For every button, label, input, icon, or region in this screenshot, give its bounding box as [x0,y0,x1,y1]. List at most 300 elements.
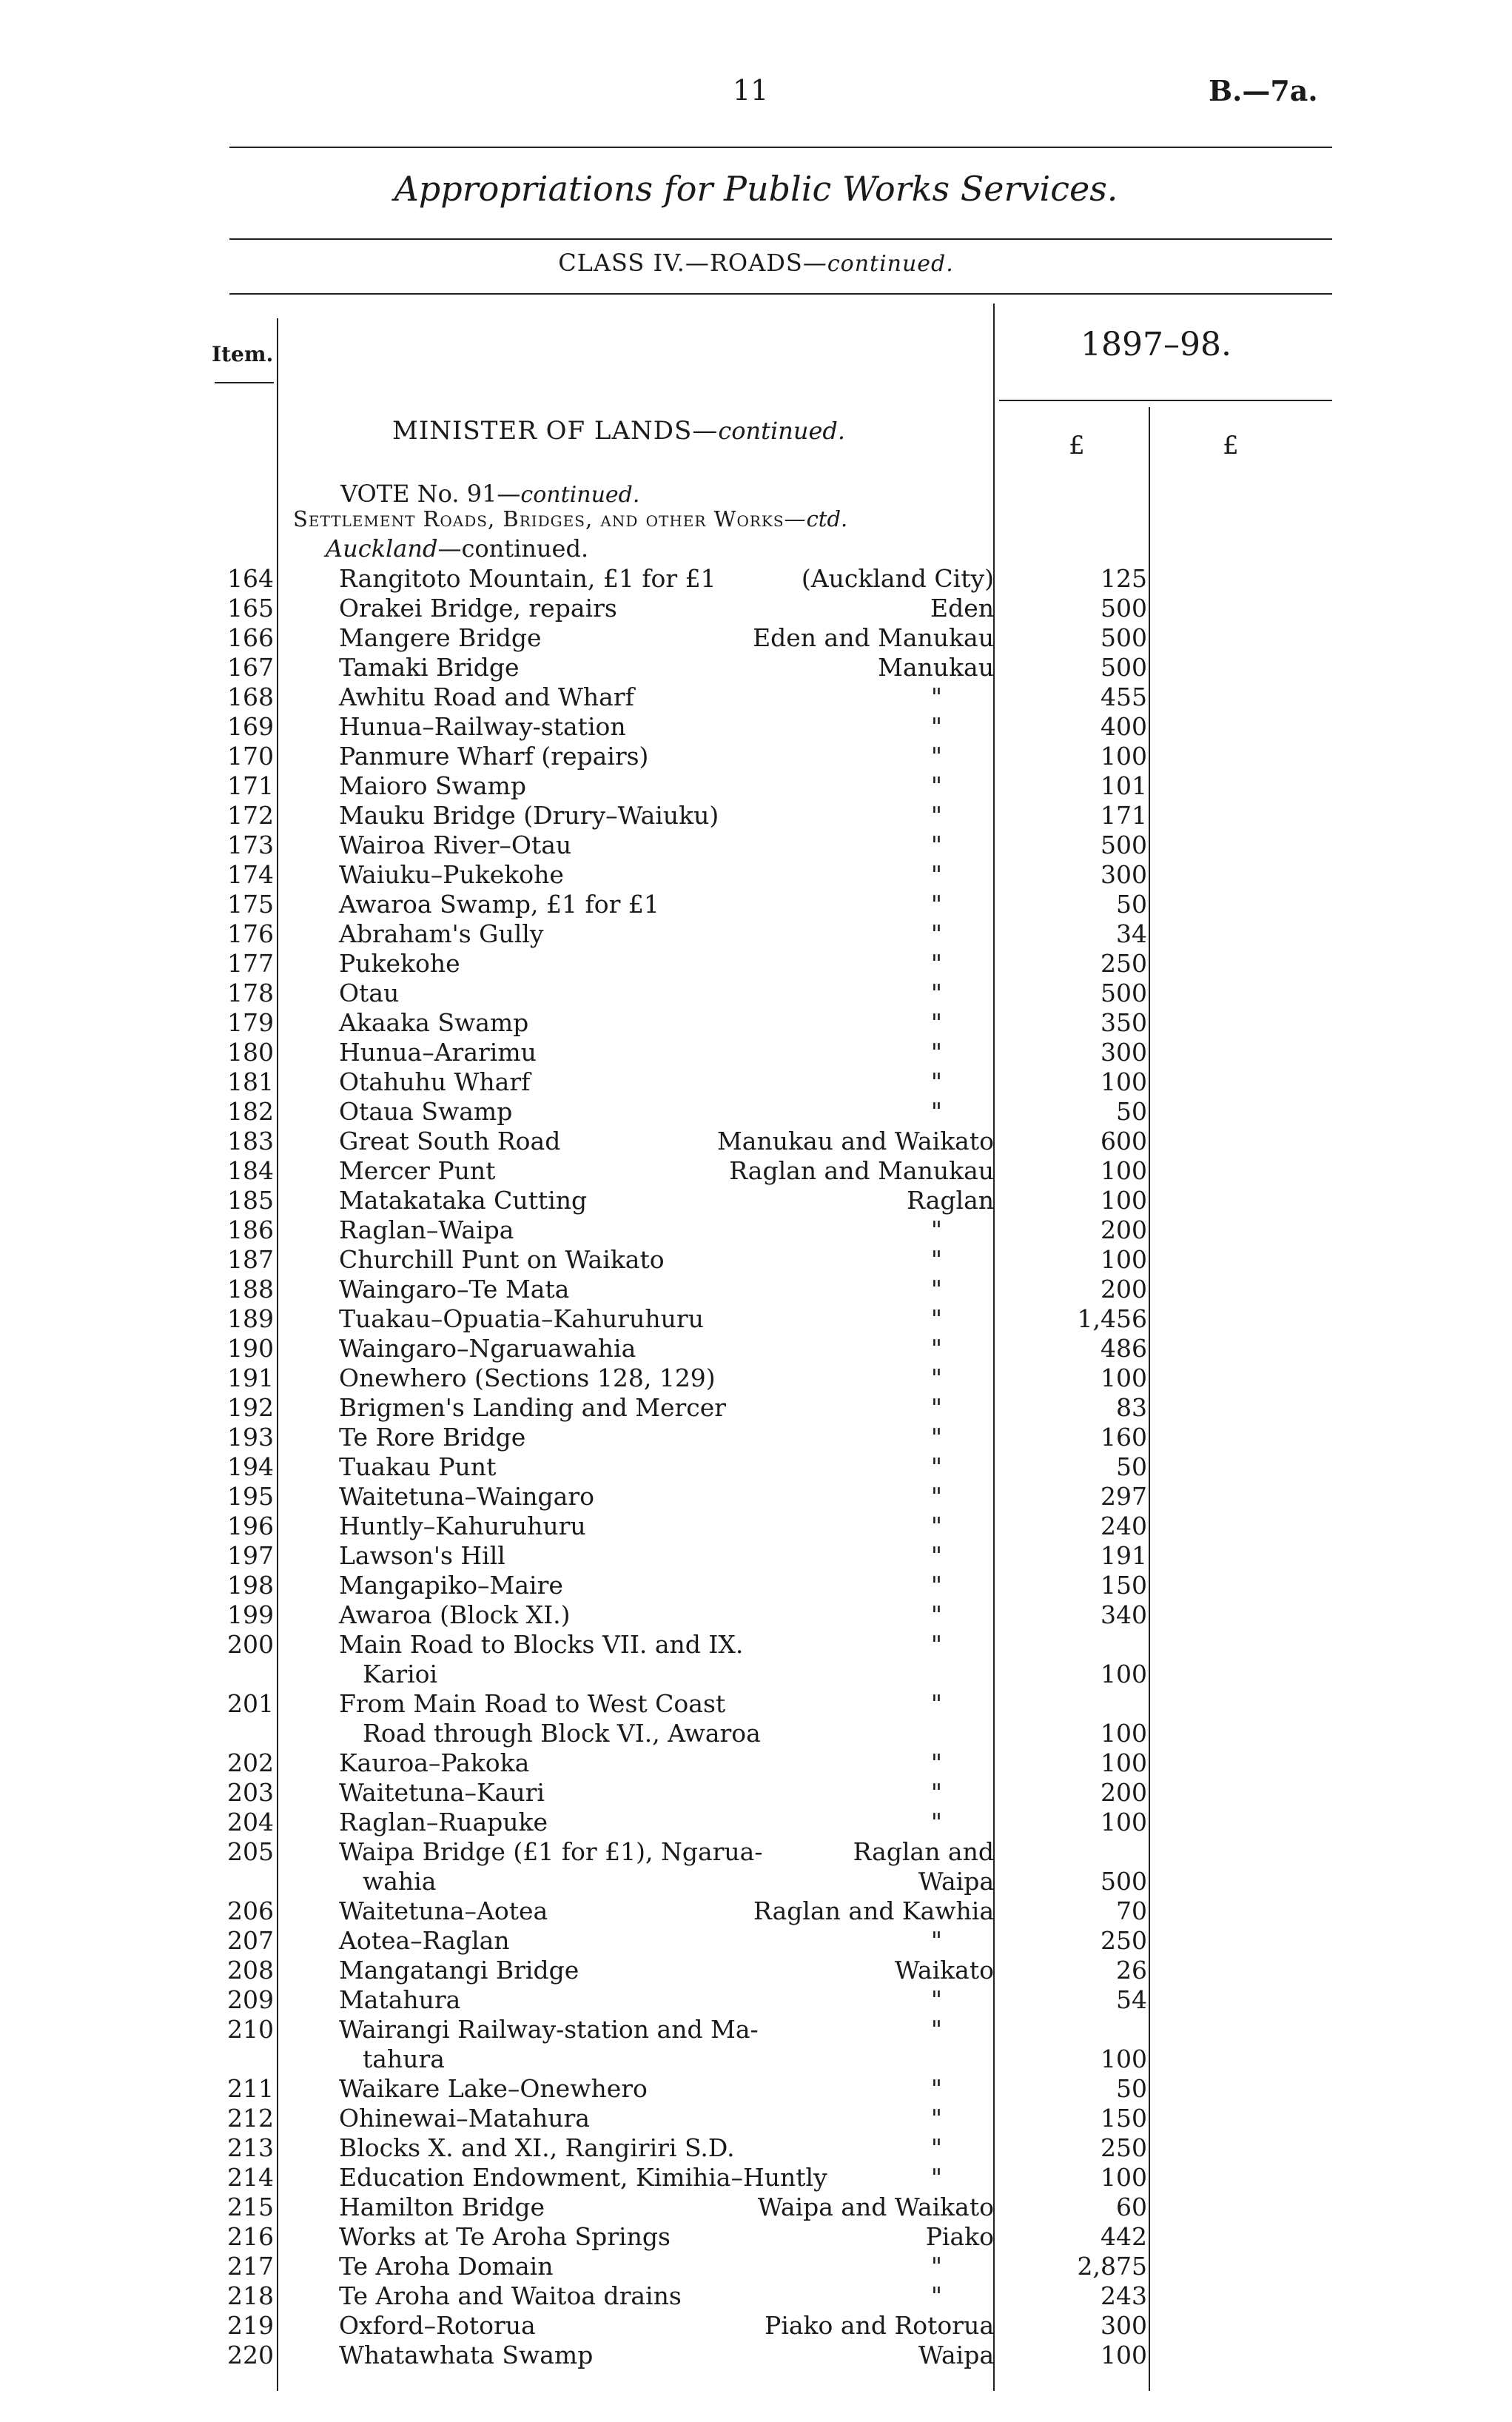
vote-heading-main: VOTE No. 91— [340,480,521,508]
electorate: " [930,2015,942,2044]
work-name: Churchill Punt on Waikato [339,1245,665,1274]
electorate: Raglan and [853,1837,994,1866]
work-name: Hunua–Ararimu [339,1038,537,1067]
item-number: 169 [227,712,274,741]
electorate: " [930,1808,942,1836]
amount: 500 [1101,653,1147,682]
item-number: 175 [227,890,274,919]
work-name: Abraham's Gully [339,919,544,948]
work-name: Otahuhu Wharf [339,1067,531,1096]
work-name: Oxford–Rotorua [339,2311,536,2340]
table-row [0,682,1512,712]
work-name-continued: wahia [363,1867,437,1896]
item-number: 172 [227,801,274,830]
amount: 50 [1116,2074,1147,2103]
work-name-continued: Karioi [363,1660,438,1688]
item-number: 204 [227,1808,274,1836]
table-row [0,594,1512,623]
work-name: Tuakau–Opuatia–Kahuruhuru [339,1304,704,1333]
amount: 50 [1116,1097,1147,1126]
item-number: 213 [227,2133,274,2162]
item-number: 193 [227,1423,274,1452]
electorate: " [930,919,942,948]
item-number: 171 [227,771,274,800]
table-row [0,1097,1512,1127]
amount: 300 [1101,2311,1147,2340]
item-number: 218 [227,2281,274,2310]
item-number: 199 [227,1600,274,1629]
minister-heading-main: MINISTER OF LANDS— [392,416,719,446]
minister-heading-continued: continued. [718,417,846,445]
item-number: 202 [227,1748,274,1777]
work-name: Mauku Bridge (Drury–Waiuku) [339,801,719,830]
amount: 100 [1101,1660,1147,1688]
amount: 150 [1101,2104,1147,2133]
item-number: 207 [227,1926,274,1955]
electorate: Raglan and Kawhia [753,1896,994,1925]
work-name: Otau [339,979,400,1007]
table-row [0,860,1512,890]
electorate: Piako [925,2222,994,2251]
item-number: 179 [227,1008,274,1037]
table-row [0,1837,1512,1896]
table-row [0,1956,1512,1985]
table-row [0,2015,1512,2074]
item-number: 205 [227,1837,274,1866]
table-row [0,1423,1512,1452]
item-number: 214 [227,2163,274,2192]
work-name: Te Aroha and Waitoa drains [339,2281,682,2310]
table-row [0,1748,1512,1778]
item-number: 165 [227,594,274,623]
work-name: Otaua Swamp [339,1097,513,1126]
amount: 442 [1101,2222,1147,2251]
work-name: Mangere Bridge [339,623,542,652]
class-heading-main: CLASS IV.—ROADS— [558,249,827,277]
item-number: 206 [227,1896,274,1925]
electorate: " [930,1926,942,1955]
table-row [0,1896,1512,1926]
item-number: 170 [227,742,274,771]
amount: 340 [1101,1600,1147,1629]
item-number: 166 [227,623,274,652]
electorate: " [930,1748,942,1777]
amount: 125 [1101,564,1147,593]
amount: 2,875 [1077,2252,1147,2281]
amount: 171 [1101,801,1147,830]
table-row [0,1275,1512,1304]
work-name: Pukekohe [339,949,460,978]
amount: 200 [1101,1778,1147,1807]
amount: 60 [1116,2193,1147,2221]
item-number: 184 [227,1156,274,1185]
electorate: " [930,1778,942,1807]
amount: 191 [1101,1541,1147,1570]
amount: 70 [1116,1896,1147,1925]
table-row [0,1127,1512,1156]
amount: 486 [1101,1334,1147,1363]
work-name: Wairangi Railway-station and Ma- [339,2015,759,2044]
electorate: Waipa [918,2341,994,2369]
item-column-header: Item. [212,342,274,366]
work-name: Waipa Bridge (£1 for £1), Ngarua- [339,1837,763,1866]
electorate: Waikato [894,1956,994,1985]
electorate: (Auckland City) [801,564,994,593]
table-row [0,2163,1512,2193]
item-number: 187 [227,1245,274,1274]
amount: 297 [1101,1482,1147,1511]
work-name-continued: tahura [363,2044,445,2073]
work-name: Waitetuna–Kauri [339,1778,545,1807]
work-name: Waitetuna–Waingaro [339,1482,594,1511]
table-row [0,1926,1512,1956]
work-name: Maioro Swamp [339,771,526,800]
table-row [0,1571,1512,1600]
amount: 100 [1101,1156,1147,1185]
amount: 243 [1101,2281,1147,2310]
table-row [0,1482,1512,1512]
table-row [0,1541,1512,1571]
settlement-heading-continued: ctd. [806,506,848,531]
work-name: Orakei Bridge, repairs [339,594,617,623]
item-number: 174 [227,860,274,889]
amount: 100 [1101,1808,1147,1836]
item-number: 183 [227,1127,274,1155]
work-name: Aotea–Raglan [339,1926,510,1955]
table-row [0,2133,1512,2163]
work-name: Blocks X. and XI., Rangiriri S.D. [339,2133,735,2162]
electorate: " [930,1038,942,1067]
work-name: Wairoa River–Otau [339,831,572,859]
amount: 250 [1101,949,1147,978]
pound-sign-2: £ [1223,431,1239,460]
electorate: " [930,771,942,800]
item-number: 177 [227,949,274,978]
work-name: Hunua–Railway-station [339,712,626,741]
amount: 100 [1101,1748,1147,1777]
item-number: 203 [227,1778,274,1807]
work-name: Raglan–Waipa [339,1215,514,1244]
work-name: Matakataka Cutting [339,1186,588,1215]
item-number: 201 [227,1689,274,1718]
amount: 500 [1101,979,1147,1007]
item-number: 194 [227,1452,274,1481]
work-name: Onewhero (Sections 128, 129) [339,1363,716,1392]
table-row [0,2193,1512,2222]
table-row [0,1215,1512,1245]
electorate: " [930,1334,942,1363]
table-row [0,2252,1512,2281]
amount: 500 [1101,623,1147,652]
amount: 34 [1116,919,1147,948]
electorate: " [930,949,942,978]
table-row [0,2222,1512,2252]
work-name: Te Rore Bridge [339,1423,526,1452]
electorate: " [930,1097,942,1126]
electorate: " [930,1008,942,1037]
work-name: Waiuku–Pukekohe [339,860,564,889]
electorate: Raglan and Manukau [729,1156,994,1185]
amount: 54 [1116,1985,1147,2014]
work-name-continued: Road through Block VI., Awaroa [363,1719,761,1748]
item-number: 173 [227,831,274,859]
vote-heading-continued: continued. [520,482,640,508]
work-name: From Main Road to West Coast [339,1689,726,1718]
amount: 500 [1101,1867,1147,1896]
amount: 1,456 [1077,1304,1147,1333]
amount: 100 [1101,742,1147,771]
amount: 100 [1101,1186,1147,1215]
amount: 101 [1101,771,1147,800]
work-name: Matahura [339,1985,461,2014]
amount: 200 [1101,1275,1147,1304]
item-number: 168 [227,682,274,711]
amount: 400 [1101,712,1147,741]
item-number: 219 [227,2311,274,2340]
item-number: 164 [227,564,274,593]
electorate: " [930,2252,942,2281]
table-row [0,1038,1512,1067]
table-row [0,742,1512,771]
item-number: 188 [227,1275,274,1304]
amount: 100 [1101,2044,1147,2073]
item-number: 191 [227,1363,274,1392]
table-row [0,1008,1512,1038]
work-name: Main Road to Blocks VII. and IX. [339,1630,744,1659]
table-row [0,771,1512,801]
table-row [0,1985,1512,2015]
electorate: " [930,742,942,771]
table-row [0,2311,1512,2341]
region-heading-name: Auckland [326,534,438,563]
work-name: Lawson's Hill [339,1541,505,1570]
settlement-heading-main: Settlement Roads, Bridges, and other Works— [293,506,807,531]
table-row [0,2281,1512,2311]
work-name: Raglan–Ruapuke [339,1808,548,1836]
table-row [0,801,1512,831]
table-row [0,1600,1512,1630]
amount: 50 [1116,1452,1147,1481]
amount: 83 [1116,1393,1147,1422]
work-name: Tuakau Punt [339,1452,497,1481]
table-row [0,1393,1512,1423]
electorate: " [930,2163,942,2192]
electorate: " [930,1215,942,1244]
electorate: Raglan [907,1186,994,1215]
table-row [0,564,1512,594]
amount: 100 [1101,1245,1147,1274]
table-row [0,1689,1512,1748]
electorate: " [930,1541,942,1570]
item-number: 192 [227,1393,274,1422]
item-number: 185 [227,1186,274,1215]
electorate: " [930,682,942,711]
item-number: 167 [227,653,274,682]
table-row [0,919,1512,949]
item-number: 217 [227,2252,274,2281]
electorate: " [930,2133,942,2162]
electorate: " [930,2074,942,2103]
table-row [0,653,1512,682]
table-row [0,2341,1512,2370]
amount: 455 [1101,682,1147,711]
electorate: Manukau and Waikato [716,1127,994,1155]
table-row [0,1452,1512,1482]
electorate: " [930,890,942,919]
table-row [0,1363,1512,1393]
work-name: Great South Road [339,1127,561,1155]
item-number: 182 [227,1097,274,1126]
work-name: Akaaka Swamp [339,1008,529,1037]
item-number: 215 [227,2193,274,2221]
electorate: Manukau [878,653,994,682]
amount: 100 [1101,1719,1147,1748]
electorate: " [930,1512,942,1540]
item-number: 178 [227,979,274,1007]
electorate: " [930,1275,942,1304]
electorate: " [930,1304,942,1333]
table-row [0,1067,1512,1097]
electorate: " [930,860,942,889]
amount: 300 [1101,1038,1147,1067]
work-name: Waikare Lake–Onewhero [339,2074,648,2103]
electorate: " [930,1245,942,1274]
amount: 100 [1101,1363,1147,1392]
work-name: Awhitu Road and Wharf [339,682,634,711]
amount: 100 [1101,2341,1147,2369]
amount: 100 [1101,1067,1147,1096]
amount: 250 [1101,2133,1147,2162]
amount: 100 [1101,2163,1147,2192]
document-reference: B.—7a. [1209,74,1318,107]
class-heading-continued: continued. [827,251,954,277]
amount: 500 [1101,594,1147,623]
table-row [0,2074,1512,2104]
table-row [0,1512,1512,1541]
electorate: " [930,1452,942,1481]
item-number: 216 [227,2222,274,2251]
work-name: Hamilton Bridge [339,2193,545,2221]
table-row [0,2104,1512,2133]
work-name: Mangatangi Bridge [339,1956,579,1985]
work-name: Panmure Wharf (repairs) [339,742,649,771]
item-number: 186 [227,1215,274,1244]
table-row [0,1156,1512,1186]
work-name: Waingaro–Ngaruawahia [339,1334,636,1363]
electorate: Eden [930,594,994,623]
amount: 50 [1116,890,1147,919]
table-row [0,1186,1512,1215]
year-header: 1897–98. [1081,326,1232,363]
item-number: 196 [227,1512,274,1540]
electorate: " [930,979,942,1007]
electorate: " [930,1985,942,2014]
table-row [0,979,1512,1008]
work-name: Ohinewai–Matahura [339,2104,590,2133]
electorate: " [930,1689,942,1718]
item-number: 189 [227,1304,274,1333]
work-name: Waitetuna–Aotea [339,1896,548,1925]
table-row [0,1334,1512,1363]
item-number: 176 [227,919,274,948]
region-heading-continued: —continued. [437,534,589,563]
table-row [0,1304,1512,1334]
item-number: 198 [227,1571,274,1600]
electorate: " [930,1600,942,1629]
item-number: 210 [227,2015,274,2044]
item-number: 200 [227,1630,274,1659]
item-number: 208 [227,1956,274,1985]
amount: 250 [1101,1926,1147,1955]
amount: 160 [1101,1423,1147,1452]
table-row [0,831,1512,860]
amount: 26 [1116,1956,1147,1985]
electorate: " [930,1423,942,1452]
pound-sign-1: £ [1069,431,1085,460]
table-row [0,890,1512,919]
amount: 350 [1101,1008,1147,1037]
item-number: 190 [227,1334,274,1363]
electorate: Piako and Rotorua [765,2311,994,2340]
item-number: 220 [227,2341,274,2369]
work-name: Waingaro–Te Mata [339,1275,570,1304]
table-row [0,1778,1512,1808]
amount: 500 [1101,831,1147,859]
amount: 200 [1101,1215,1147,1244]
electorate: Eden and Manukau [753,623,994,652]
amount: 600 [1101,1127,1147,1155]
table-row [0,1245,1512,1275]
work-name: Mangapiko–Maire [339,1571,563,1600]
electorate: Waipa and Waikato [757,2193,994,2221]
work-name: Rangitoto Mountain, £1 for £1 [339,564,716,593]
amount: 150 [1101,1571,1147,1600]
electorate: " [930,1067,942,1096]
item-number: 197 [227,1541,274,1570]
electorate: " [930,831,942,859]
work-name: Brigmen's Landing and Mercer [339,1393,727,1422]
item-number: 180 [227,1038,274,1067]
work-name: Whatawhata Swamp [339,2341,594,2369]
page-title: Appropriations for Public Works Services. [394,169,1118,209]
electorate: " [930,1363,942,1392]
work-name: Works at Te Aroha Springs [339,2222,671,2251]
work-name: Kauroa–Pakoka [339,1748,530,1777]
table-row [0,623,1512,653]
table-row [0,949,1512,979]
work-name: Tamaki Bridge [339,653,520,682]
work-name: Education Endowment, Kimihia–Huntly [339,2163,827,2192]
page-number: 11 [733,74,769,107]
table-row [0,1630,1512,1689]
electorate-continued: Waipa [918,1867,994,1896]
item-number: 209 [227,1985,274,2014]
amount: 240 [1101,1512,1147,1540]
electorate: " [930,801,942,830]
table-row [0,1808,1512,1837]
item-number: 211 [227,2074,274,2103]
electorate: " [930,1482,942,1511]
work-name: Awaroa (Block XI.) [339,1600,571,1629]
table-row [0,712,1512,742]
work-name: Mercer Punt [339,1156,496,1185]
electorate: " [930,1393,942,1422]
amount: 300 [1101,860,1147,889]
item-number: 212 [227,2104,274,2133]
electorate: " [930,2281,942,2310]
electorate: " [930,712,942,741]
work-name: Huntly–Kahuruhuru [339,1512,586,1540]
